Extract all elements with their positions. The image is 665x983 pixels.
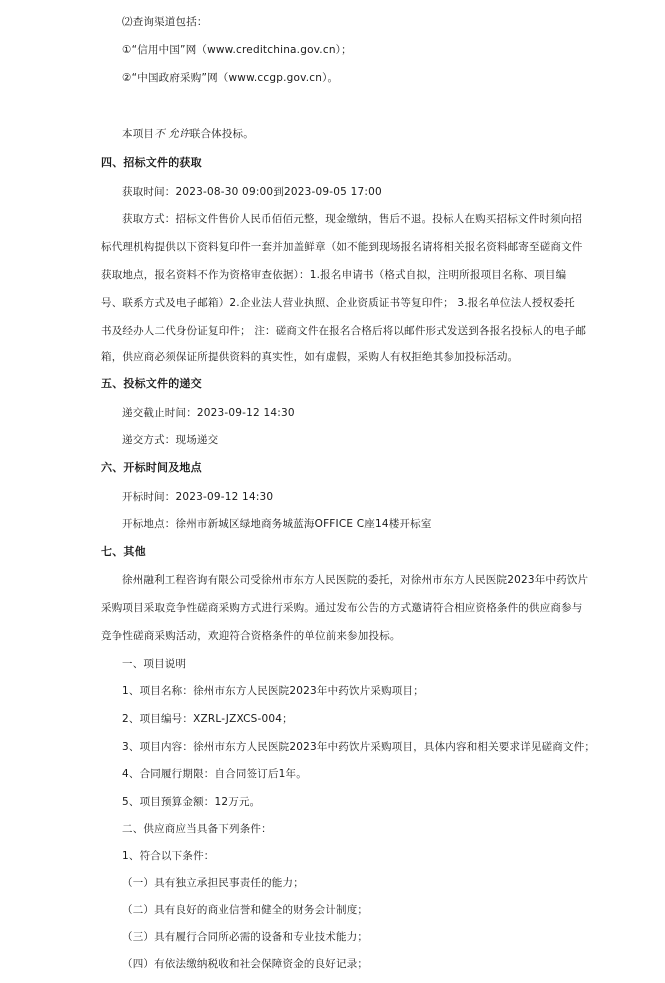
section-6-time: 开标时间：2023-09-12 14:30 (122, 491, 274, 503)
sub-2-heading: 二、供应商应当具备下列条件： (122, 823, 272, 835)
condition-item-2: （二）具有良好的商业信誉和健全的财务会计制度； (122, 904, 369, 916)
section-4-method-line-2: 标代理机构提供以下资料复印件一套并加盖鲜章（如不能到现场报名请将相关报名资料邮寄至磋商文件 (101, 241, 583, 253)
section-4-method-line-6: 箱，供应商必须保证所提供资料的真实性，如有虚假，采购人有权拒绝其参加投标活动。 (101, 351, 519, 363)
project-item-1: 1、项目名称：徐州市东方人民医院2023年中药饮片采购项目； (122, 685, 424, 697)
sub-1-heading: 一、项目说明 (122, 658, 187, 670)
project-item-5: 5、项目预算金额：12万元。 (122, 796, 261, 808)
project-item-3: 3、项目内容：徐州市东方人民医院2023年中药饮片采购项目，具体内容和相关要求详见磋商文件； (122, 741, 596, 753)
section-4-method-line-4: 号、联系方式及电子邮箱）2.企业法人营业执照、企业资质证书等复印件； 3.报名单位法人授权委托 (101, 297, 575, 309)
section-4-heading: 四、招标文件的获取 (101, 156, 202, 169)
consortium-emphasis: 不 允许 (154, 128, 190, 140)
section-4-method-line-1: 获取方式：招标文件售价人民币佰佰元整，现金缴纳，售后不退。投标人在购买招标文件时须向招 (122, 213, 583, 225)
query-channel-item-2: ②“中国政府采购”网（www.ccgp.gov.cn）。 (122, 72, 339, 84)
section-6-heading: 六、开标时间及地点 (101, 461, 202, 474)
section-7-intro-line-2: 采购项目采取竞争性磋商采购方式进行采购。通过发布公告的方式邀请符合相应资格条件的供应商参与 (101, 602, 583, 614)
condition-title: 1、符合以下条件： (122, 850, 215, 862)
project-item-2: 2、项目编号：XZRL-JZXCS-004； (122, 713, 293, 725)
consortium-prefix: 本项目 (122, 128, 155, 140)
project-item-4: 4、合同履行期限：自合同签订后1年。 (122, 768, 307, 780)
condition-item-1: （一）具有独立承担民事责任的能力； (122, 877, 304, 889)
section-5-deadline: 递交截止时间：2023-09-12 14:30 (122, 407, 295, 419)
section-4-method-line-5: 书及经办人二代身份证复印件； 注：磋商文件在报名合格后将以邮件形式发送到各报名投标人的电子邮 (101, 325, 587, 337)
section-4-time: 获取时间：2023-08-30 09:00到2023-09-05 17:00 (122, 186, 382, 198)
consortium-suffix: 联合体投标。 (189, 128, 254, 140)
section-7-intro-line-3: 竞争性磋商采购活动，欢迎符合资格条件的单位前来参加投标。 (101, 630, 401, 642)
section-6-place: 开标地点：徐州市新城区绿地商务城蓝海OFFICE C座14楼开标室 (122, 518, 432, 530)
query-channels-title: ⑵查询渠道包括： (122, 16, 208, 28)
condition-item-4: （四）有依法缴纳税收和社会保障资金的良好记录； (122, 958, 369, 970)
section-7-intro-line-1: 徐州融利工程咨询有限公司受徐州市东方人民医院的委托，对徐州市东方人民医院2023年中药饮片 (122, 574, 589, 586)
consortium-note (122, 127, 254, 141)
section-7-heading: 七、其他 (101, 545, 146, 558)
section-5-method: 递交方式：现场递交 (122, 434, 219, 446)
section-4-method-line-3: 获取地点，报名资料不作为资格审查依据）：1.报名申请书（格式自拟，注明所报项目名称、项目编 (101, 269, 567, 281)
query-channel-item-1: ①“信用中国”网（www.creditchina.gov.cn）； (122, 44, 352, 56)
condition-item-3: （三）具有履行合同所必需的设备和专业技术能力； (122, 931, 369, 943)
section-5-heading: 五、投标文件的递交 (101, 377, 202, 390)
